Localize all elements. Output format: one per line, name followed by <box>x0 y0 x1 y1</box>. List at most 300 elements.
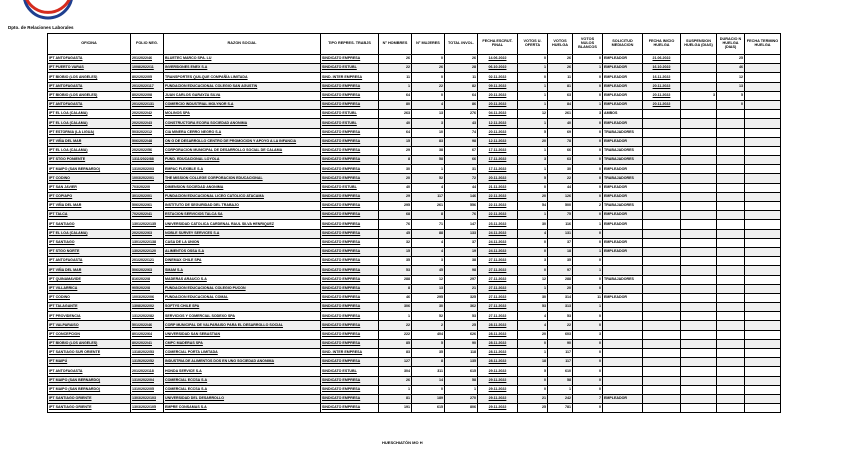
cell-total: 72 <box>445 174 478 183</box>
cell-vote-date: 20.11.2022 <box>478 174 518 183</box>
cell-mediation: EMPLEADOR <box>603 100 643 109</box>
cell-company: CONSTRUCTORA ECORA SOCIEDAD ANONIMA <box>164 119 321 128</box>
cell-total: 43 <box>445 119 478 128</box>
cell-suspension-days <box>681 146 717 155</box>
cell-votes-strike: 610 <box>548 367 573 376</box>
cell-company: COMERCIAL PORTA LIMITADA <box>164 349 321 358</box>
cell-women: 8 <box>412 358 445 367</box>
cell-suspension-days <box>681 137 717 146</box>
cell-rep-type: SINDICATO EMPRESA <box>321 275 379 284</box>
cell-votes-offer: 1 <box>518 284 548 293</box>
cell-women: 4 <box>412 247 445 256</box>
cell-company: CIA MINERA CERRO NEGRO S.A <box>164 128 321 137</box>
table-row <box>48 183 781 192</box>
cell-men: 1 <box>379 82 412 91</box>
cell-suspension-days: 3 <box>681 91 717 100</box>
cell-start-date <box>643 367 681 376</box>
cell-votes-offer: 53 <box>518 303 548 312</box>
column-header-folio: FOLIO NEG. <box>131 34 164 55</box>
table-row <box>48 100 781 109</box>
column-header-mediation: SOLICITUD MEDIACION <box>603 34 643 55</box>
table-row <box>48 257 781 266</box>
column-header-office: OFICINA <box>48 34 131 55</box>
cell-mediation <box>603 376 643 385</box>
cell-men: 8 <box>379 284 412 293</box>
cell-men: 29 <box>379 192 412 201</box>
cell-women: 12 <box>412 275 445 284</box>
cell-suspension-days <box>681 404 717 413</box>
cell-rep-type: SINDICATO EMPRESA <box>321 55 379 64</box>
cell-duration-days <box>717 367 745 376</box>
cell-rep-type: SINDICATO EMPRESA <box>321 165 379 174</box>
cell-mediation <box>603 330 643 339</box>
cell-men: 26 <box>379 376 412 385</box>
table-row <box>48 266 781 275</box>
cell-company: COMERCIO INDUSTRIAL MOLYNOR S.A <box>164 100 321 109</box>
cell-office: IPT PUERTO VARAS <box>48 64 131 73</box>
cell-suspension-days <box>681 385 717 394</box>
cell-suspension-days <box>681 257 717 266</box>
cell-mediation <box>603 367 643 376</box>
cell-office: IPT MAIPO (SAN BERNARDO) <box>48 165 131 174</box>
cell-start-date <box>643 247 681 256</box>
column-header-votes-null: VOTOS NULOS BLANCOS <box>573 34 603 55</box>
cell-duration-days <box>717 284 745 293</box>
cell-folio: 816/2022/8 <box>131 275 164 284</box>
cell-votes-null: 0 <box>573 146 603 155</box>
cell-mediation: EMPLEADOR <box>603 293 643 302</box>
table-row <box>48 367 781 376</box>
cell-folio: 1310/2022/04 <box>131 376 164 385</box>
cell-suspension-days <box>681 220 717 229</box>
cell-start-date <box>643 229 681 238</box>
cell-rep-type: SINDICATO EMPRESA <box>321 284 379 293</box>
cell-rep-type: SIND. INTER EMPRESA <box>321 349 379 358</box>
cell-mediation: TRABAJADORES <box>603 128 643 137</box>
cell-duration-days <box>717 339 745 348</box>
cell-end-date <box>745 376 781 385</box>
cell-men: 15 <box>379 137 412 146</box>
table-row <box>48 349 781 358</box>
cell-folio: 503/2022/12 <box>131 128 164 137</box>
cell-men: 53 <box>379 266 412 275</box>
cell-office: IPT VILLARRICA <box>48 284 131 293</box>
cell-folio: 301/2022/01 <box>131 192 164 201</box>
table-row <box>48 128 781 137</box>
cell-women: 0 <box>412 55 445 64</box>
cell-company: SERVICIOS Y COMERCIAL SODEXO SPA <box>164 312 321 321</box>
cell-votes-strike: 26 <box>548 55 573 64</box>
table-row <box>48 146 781 155</box>
cell-mediation: EMPLEADOR <box>603 220 643 229</box>
cell-votes-null: 3 <box>573 110 603 119</box>
cell-office: IPT ESTORNIA (LA LIGUA) <box>48 128 131 137</box>
cell-folio: 703/2022/0 <box>131 183 164 192</box>
cell-suspension-days <box>681 321 717 330</box>
cell-total: 67 <box>445 146 478 155</box>
cell-end-date <box>745 293 781 302</box>
cell-folio: 506/2022/61 <box>131 202 164 211</box>
cell-women: 4 <box>412 100 445 109</box>
cell-end-date <box>745 349 781 358</box>
cell-votes-strike: 1 <box>548 385 573 394</box>
cell-votes-null: 0 <box>573 211 603 220</box>
cell-votes-strike: 22 <box>548 321 573 330</box>
cell-company: BLUETEC MARCO SPA. LU <box>164 55 321 64</box>
cell-folio: 201/2022/118 <box>131 367 164 376</box>
cell-votes-offer: 0 <box>518 55 548 64</box>
cell-vote-date: 28.11.2022 <box>478 358 518 367</box>
cell-votes-strike: 117 <box>548 349 573 358</box>
cell-mediation: EMPLEADOR <box>603 247 643 256</box>
cell-rep-type: SINDICATO EMPRESA <box>321 385 379 394</box>
cell-folio: 801/2022/64 <box>131 330 164 339</box>
cell-vote-date: 24.11.2022 <box>478 247 518 256</box>
cell-rep-type: SINDICATO ESTUBL <box>321 119 379 128</box>
cell-suspension-days <box>681 284 717 293</box>
cell-end-date <box>745 146 781 155</box>
cell-mediation: AMBOS <box>603 110 643 119</box>
table-row <box>48 394 781 403</box>
cell-duration-days <box>717 312 745 321</box>
cell-mediation <box>603 358 643 367</box>
cell-duration-days <box>717 174 745 183</box>
cell-office: IPT EL LOA (CALAMA) <box>48 119 131 128</box>
cell-votes-offer: 0 <box>518 238 548 247</box>
cell-end-date <box>745 119 781 128</box>
cell-end-date <box>745 266 781 275</box>
cell-votes-offer: 1 <box>518 64 548 73</box>
cell-total: 26 <box>445 55 478 64</box>
cell-vote-date: 20.11.2022 <box>478 100 518 109</box>
cell-duration-days <box>717 229 745 238</box>
cell-end-date <box>745 330 781 339</box>
table-row <box>48 119 781 128</box>
cell-mediation: TRABAJADORES <box>603 174 643 183</box>
cell-mediation <box>603 284 643 293</box>
cell-votes-null: 0 <box>573 137 603 146</box>
cell-folio: 1303/2022/105 <box>131 404 164 413</box>
cell-women: 0 <box>412 385 445 394</box>
cell-duration-days <box>717 330 745 339</box>
cell-office: IPT TALAGANTE <box>48 303 131 312</box>
cell-women: 8 <box>412 211 445 220</box>
cell-rep-type: SINDICATO EMPRESA <box>321 220 379 229</box>
cell-rep-type: SINDICATO EMPRESA <box>321 238 379 247</box>
cell-start-date <box>643 358 681 367</box>
cell-women: 404 <box>412 330 445 339</box>
cell-votes-offer: 12 <box>518 275 548 284</box>
cell-men: 20 <box>379 174 412 183</box>
cell-office: IPT BIOBIO (LOS ANGELES) <box>48 73 131 82</box>
cell-company: ESTACION SERVICIOS TALCA SA <box>164 211 321 220</box>
cell-votes-strike: 75 <box>548 211 573 220</box>
cell-votes-strike: 22 <box>548 174 573 183</box>
cell-votes-null: 1 <box>573 247 603 256</box>
cell-company: UNIVERSIDAD SAN SEBASTIAN <box>164 330 321 339</box>
cell-office: IPT EL LOA (CALAMA) <box>48 110 131 119</box>
table-row <box>48 91 781 100</box>
cell-rep-type: SINDICATO EMPRESA <box>321 202 379 211</box>
table-row <box>48 55 781 64</box>
cell-men: 68 <box>379 211 412 220</box>
cell-start-date <box>643 220 681 229</box>
cell-company: UNIVERSIDAD CATOLICA CARDENAL RAUL SILVA HENRIQUEZ <box>164 220 321 229</box>
cell-company: TRANSPORTES QUILQUE COMPAÑÍA LIMITADA <box>164 73 321 82</box>
cell-vote-date: 14.06.2022 <box>478 55 518 64</box>
cell-company: DIMENSION SOCIEDAD ANONIMA <box>164 183 321 192</box>
cell-vote-date: 17.11.2022 <box>478 146 518 155</box>
cell-office: IPT SANTIAGO ORIENTE <box>48 404 131 413</box>
cell-votes-offer: 5 <box>518 128 548 137</box>
cell-rep-type: SINDICATO EMPRESA <box>321 257 379 266</box>
table-row <box>48 321 781 330</box>
cell-duration-days: 25 <box>717 55 745 64</box>
cell-suspension-days <box>681 82 717 91</box>
cell-votes-null: 0 <box>573 385 603 394</box>
cell-start-date <box>643 284 681 293</box>
cell-rep-type: SINDICATO EMPRESA <box>321 137 379 146</box>
cell-mediation: EMPLEADOR <box>603 394 643 403</box>
cell-mediation: EMPLEADOR <box>603 73 643 82</box>
cell-women: 26 <box>412 64 445 73</box>
cell-end-date <box>745 91 781 100</box>
cell-votes-offer: 1 <box>518 349 548 358</box>
cell-vote-date: 27.11.2022 <box>478 284 518 293</box>
cell-vote-date: 28.11.2022 <box>478 339 518 348</box>
cell-mediation <box>603 339 643 348</box>
cell-suspension-days <box>681 247 717 256</box>
cell-suspension-days <box>681 330 717 339</box>
cell-votes-offer: 4 <box>518 312 548 321</box>
cell-end-date <box>745 202 781 211</box>
cell-votes-strike: 84 <box>548 100 573 109</box>
cell-votes-strike: 81 <box>548 82 573 91</box>
table-row <box>48 303 781 312</box>
cell-vote-date: 12.11.2022 <box>478 119 518 128</box>
cell-total: 90 <box>445 339 478 348</box>
cell-total: 28 <box>445 64 478 73</box>
cell-votes-strike: 11 <box>548 73 573 82</box>
cell-votes-offer: 0 <box>518 183 548 192</box>
cell-folio: 1315/2022/52 <box>131 358 164 367</box>
cell-votes-offer: 25 <box>518 404 548 413</box>
cell-rep-type: SINDICATO EMPRESA <box>321 404 379 413</box>
column-header-total: TOTAL INVOL. <box>445 34 478 55</box>
cell-duration-days <box>717 202 745 211</box>
cell-mediation <box>603 321 643 330</box>
cell-men: 76 <box>379 220 412 229</box>
table-row <box>48 202 781 211</box>
cell-rep-type: SINDICATO EMPRESA <box>321 229 379 238</box>
cell-rep-type: SINDICATO EMPRESA <box>321 174 379 183</box>
table-row <box>48 376 781 385</box>
cell-vote-date: 20.11.2022 <box>478 91 518 100</box>
cell-total: 98 <box>445 137 478 146</box>
cell-end-date <box>745 82 781 91</box>
cell-office: IPT STGO NORTE <box>48 247 131 256</box>
cell-folio: 1310/2022/05 <box>131 385 164 394</box>
cell-vote-date: 17.11.2022 <box>478 156 518 165</box>
column-header-suspension-days: SUSPENSION HUELGA (DIAS) <box>681 34 717 55</box>
cell-votes-null: 3 <box>573 330 603 339</box>
table-row <box>48 82 781 91</box>
cell-suspension-days <box>681 119 717 128</box>
cell-start-date <box>643 257 681 266</box>
cell-total: 58 <box>445 376 478 385</box>
cell-mediation <box>603 404 643 413</box>
cell-company: MADERAS ARAUCO S.A <box>164 275 321 284</box>
table-body <box>48 55 781 413</box>
department-label: Dpto. de Relaciones Laborales <box>8 25 74 30</box>
cell-votes-null: 0 <box>573 174 603 183</box>
cell-total: 133 <box>445 229 478 238</box>
cell-votes-offer: 18 <box>518 358 548 367</box>
cell-rep-type: SINDICATO ESTUBL <box>321 64 379 73</box>
cell-end-date <box>745 284 781 293</box>
cell-vote-date: 29.11.2022 <box>478 376 518 385</box>
cell-folio: 1303/2022/103 <box>131 394 164 403</box>
cell-office: IPT BIOBIO (LOS ANGELES) <box>48 339 131 348</box>
cell-start-date <box>643 202 681 211</box>
cell-mediation <box>603 312 643 321</box>
cell-suspension-days <box>681 183 717 192</box>
cell-end-date <box>745 367 781 376</box>
cell-women: 615 <box>412 404 445 413</box>
cell-suspension-days <box>681 229 717 238</box>
cell-women: 45 <box>412 266 445 275</box>
cell-total: 118 <box>445 349 478 358</box>
table-row <box>48 192 781 201</box>
cell-votes-offer: 5 <box>518 367 548 376</box>
table-row <box>48 73 781 82</box>
cell-end-date <box>745 339 781 348</box>
cell-company: EMPAC FLEXIBLE S.A <box>164 165 321 174</box>
cell-votes-strike: 603 <box>548 330 573 339</box>
cell-votes-offer: 4 <box>518 229 548 238</box>
cell-mediation: EMPLEADOR <box>603 238 643 247</box>
cell-suspension-days <box>681 128 717 137</box>
cell-mediation: EMPLEADOR <box>603 64 643 73</box>
cell-vote-date: 27.11.2022 <box>478 293 518 302</box>
cell-company: INVERSIONES ENEX S.A <box>164 64 321 73</box>
cell-total: 146 <box>445 192 478 201</box>
cell-end-date <box>745 128 781 137</box>
cell-end-date <box>745 385 781 394</box>
cell-mediation: EMPLEADOR <box>603 192 643 201</box>
cell-total: 82 <box>445 82 478 91</box>
cell-votes-offer: 1 <box>518 165 548 174</box>
cell-votes-offer: 5 <box>518 174 548 183</box>
cell-votes-strike: 90 <box>548 339 573 348</box>
cell-duration-days <box>717 293 745 302</box>
cell-votes-offer: 21 <box>518 394 548 403</box>
column-header-women: N° MUJERES <box>412 34 445 55</box>
cell-start-date <box>643 275 681 284</box>
cell-women: 35 <box>412 349 445 358</box>
cell-women: 10 <box>412 128 445 137</box>
cell-men: 81 <box>379 394 412 403</box>
cell-vote-date: 29.11.2022 <box>478 367 518 376</box>
cell-start-date <box>643 349 681 358</box>
cell-votes-null: 0 <box>573 165 603 174</box>
cell-company: SMAM S.A <box>164 266 321 275</box>
cell-folio: 202/2022/42 <box>131 110 164 119</box>
cell-mediation <box>603 303 643 312</box>
table-row <box>48 229 781 238</box>
cell-end-date <box>745 303 781 312</box>
cell-women: 58 <box>412 156 445 165</box>
cell-office: IPT ANTOFAGASTA <box>48 82 131 91</box>
cell-men: 40 <box>379 183 412 192</box>
table-row <box>48 110 781 119</box>
cell-start-date <box>643 192 681 201</box>
cell-office: IPT VALPARAISO <box>48 321 131 330</box>
cell-duration-days <box>717 110 745 119</box>
cell-votes-offer: 0 <box>518 247 548 256</box>
cell-start-date <box>643 312 681 321</box>
cell-men: 26 <box>379 55 412 64</box>
cell-total: 135 <box>445 358 478 367</box>
cell-vote-date: 22.11.2022 <box>478 192 518 201</box>
cell-start-date: 20.11.2022 <box>643 100 681 109</box>
cell-women: 295 <box>412 293 445 302</box>
cell-votes-null: 0 <box>573 339 603 348</box>
cell-start-date <box>643 165 681 174</box>
cell-total: 66 <box>445 156 478 165</box>
cell-mediation: EMPLEADOR <box>603 91 643 100</box>
cell-women: 189 <box>412 394 445 403</box>
cell-end-date <box>745 358 781 367</box>
cell-company: FUNDACION EDUCACIONAL COMAL <box>164 293 321 302</box>
cell-office: IPT SANTIAGO <box>48 238 131 247</box>
cell-start-date <box>643 156 681 165</box>
cell-votes-null: 11 <box>573 293 603 302</box>
cell-start-date: 21.06.2022 <box>643 55 681 64</box>
cell-men: 29 <box>379 146 412 155</box>
cell-duration-days <box>717 385 745 394</box>
cell-suspension-days <box>681 110 717 119</box>
cell-rep-type: SIND. INTER EMPRESA <box>321 73 379 82</box>
cell-start-date <box>643 137 681 146</box>
cell-suspension-days <box>681 303 717 312</box>
footer-text: HUESCHIATÓN MO H <box>382 440 423 445</box>
cell-votes-strike: 97 <box>548 266 573 275</box>
cell-end-date <box>745 100 781 109</box>
cell-men: 1 <box>379 312 412 321</box>
cell-suspension-days <box>681 174 717 183</box>
cell-mediation: EMPLEADOR <box>603 137 643 146</box>
cell-votes-strike: 500 <box>548 202 573 211</box>
cell-vote-date: 22.11.2022 <box>478 211 518 220</box>
table-row <box>48 247 781 256</box>
cell-company: DINEMAX CHILE SPA <box>164 257 321 266</box>
cell-folio: 506/2022/63 <box>131 266 164 275</box>
cell-votes-strike: 18 <box>548 247 573 256</box>
cell-women: 117 <box>412 192 445 201</box>
cell-total: 615 <box>445 367 478 376</box>
cell-total: 556 <box>445 202 478 211</box>
cell-mediation: EMPLEADOR <box>603 55 643 64</box>
table-header-row <box>48 34 781 55</box>
cell-men: 80 <box>379 100 412 109</box>
cell-duration-days <box>717 275 745 284</box>
cell-votes-offer: 3 <box>518 257 548 266</box>
cell-total: 25 <box>445 321 478 330</box>
cell-end-date <box>745 404 781 413</box>
cell-office: IPT ANTOFAGASTA <box>48 100 131 109</box>
cell-company: HONDA SERVICE S.A <box>164 367 321 376</box>
